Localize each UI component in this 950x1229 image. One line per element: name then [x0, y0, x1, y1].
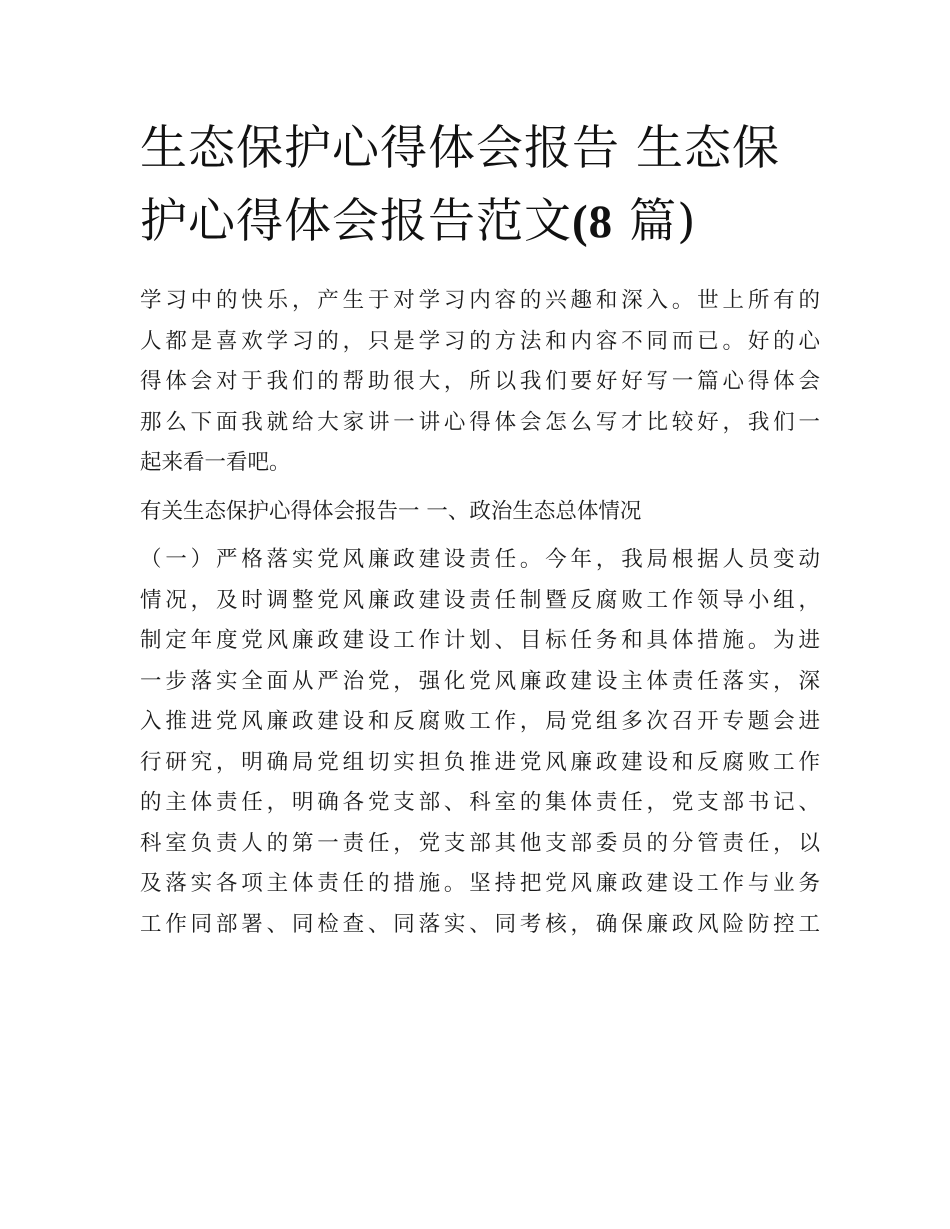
- section-heading: 有关生态保护心得体会报告一 一、政治生态总体情况: [140, 498, 642, 524]
- title-number: (8: [572, 196, 614, 248]
- title-line-2: [140, 185, 820, 259]
- section-heading-paragraph: [140, 492, 820, 533]
- body-line: 入推进党风廉政建设和反腐败工作，局党组多次召开专题会进: [140, 709, 820, 734]
- intro-line: 得体会对于我们的帮助很大，所以我们要好好写一篇心得体会: [140, 369, 820, 394]
- title-suffix: 篇): [629, 194, 697, 249]
- document-body: [140, 281, 820, 953]
- body-paragraph: [140, 540, 820, 945]
- title-line-2-text: 护心得体会报告范文: [140, 194, 572, 249]
- body-line: （一）严格落实党风廉政建设责任。今年，我局根据人员变动: [140, 547, 820, 572]
- body-line: 工作同部署、同检查、同落实、同考核，确保廉政风险防控工: [140, 911, 820, 937]
- intro-line: 人都是喜欢学习的，只是学习的方法和内容不同而已。好的心: [140, 328, 820, 354]
- intro-line: 起来看一看吧。: [140, 450, 291, 475]
- intro-paragraph: [140, 281, 820, 484]
- body-line: 科室负责人的第一责任，党支部其他支部委员的分管责任，以: [140, 830, 820, 856]
- document-title: [140, 112, 820, 259]
- body-line: 情况，及时调整党风廉政建设责任制暨反腐败工作领导小组，: [140, 587, 820, 613]
- title-line-1: 生态保护心得体会报告 生态保: [140, 121, 780, 176]
- body-line: 制定年度党风廉政建设工作计划、目标任务和具体措施。为进: [140, 628, 820, 653]
- body-line: 及落实各项主体责任的措施。坚持把党风廉政建设工作与业务: [140, 871, 820, 896]
- body-line: 行研究，明确局党组切实担负推进党风廉政建设和反腐败工作: [140, 749, 820, 775]
- intro-line: 学习中的快乐，产生于对学习内容的兴趣和深入。世上所有的: [140, 288, 820, 313]
- intro-line: 那么下面我就给大家讲一讲心得体会怎么写才比较好，我们一: [140, 409, 820, 435]
- body-line: 的主体责任，明确各党支部、科室的集体责任，党支部书记、: [140, 790, 820, 815]
- body-line: 一步落实全面从严治党，强化党风廉政建设主体责任落实，深: [140, 668, 820, 694]
